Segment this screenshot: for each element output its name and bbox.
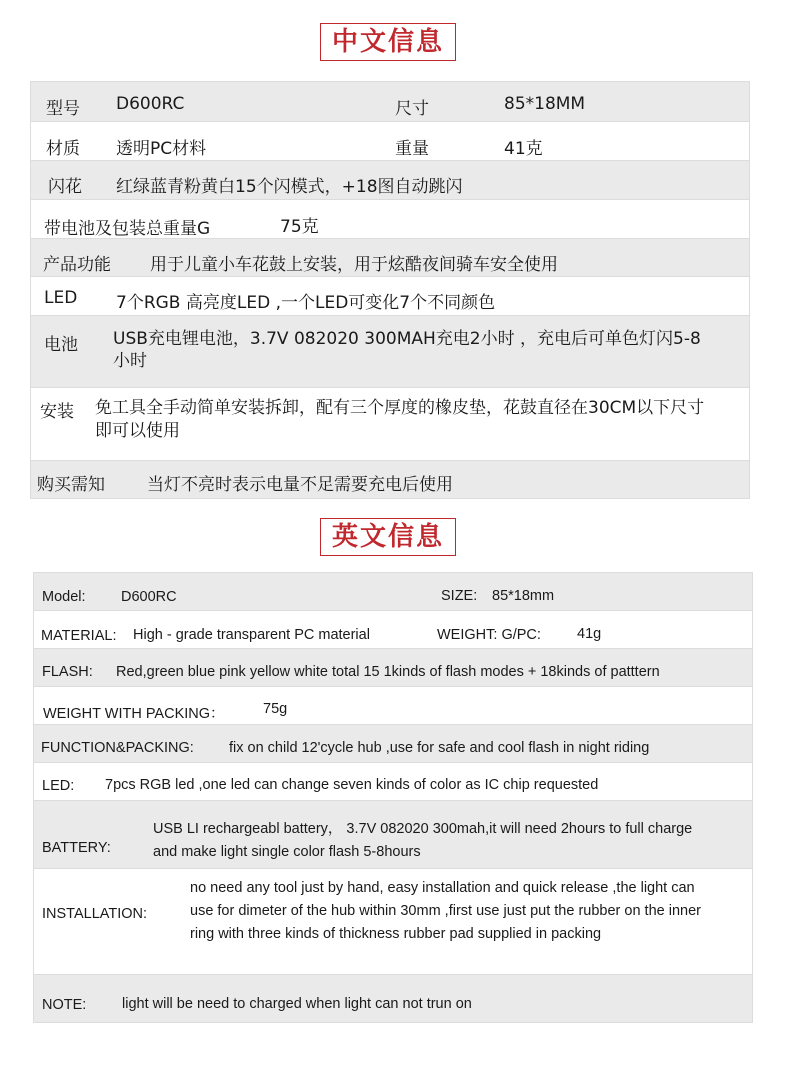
chinese-spec-table — [30, 81, 750, 499]
led-label: LED: — [42, 778, 75, 794]
material-label: 材质 — [46, 139, 80, 159]
english-section-title: 英文信息 — [320, 518, 456, 556]
table-row — [31, 388, 749, 461]
size-label: 尺寸 — [395, 99, 429, 119]
notice-value: 当灯不亮时表示电量不足需要充电后使用 — [147, 475, 453, 495]
flash-value: 红绿蓝青粉黄白15个闪模式，+18图自动跳闪 — [116, 177, 463, 197]
weight-value: 41g — [577, 626, 602, 642]
material-label: MATERIAL: — [41, 628, 117, 644]
installation-label: INSTALLATION: — [42, 906, 148, 922]
table-row — [34, 869, 752, 975]
battery-value: USB LI rechargeabl battery， 3.7V 082020 300mah,it will need 2hours to full charge and make light single color flash 5-8hours — [153, 821, 693, 860]
function-label: FUNCTION&PACKING: — [41, 740, 194, 756]
table-row — [34, 763, 752, 801]
model-label: 型号 — [46, 99, 80, 119]
battery-label: BATTERY: — [42, 840, 111, 856]
table-row — [34, 611, 752, 649]
table-row — [34, 725, 752, 763]
led-value: 7pcs RGB led ,one led can change seven kinds of color as IC chip requested — [105, 777, 599, 793]
table-row — [34, 573, 752, 611]
installation-value: no need any tool just by hand, easy installation and quick release ,the light can use for dimeter of the hub within 30mm ,first use just put the rubber on the inner ring with three kinds of thickness rubber pad supplied in packing — [190, 880, 701, 942]
table-row — [31, 277, 749, 316]
function-label: 产品功能 — [43, 255, 111, 275]
flash-label: 闪花 — [48, 177, 82, 197]
english-spec-table — [33, 572, 753, 1023]
table-row — [31, 200, 749, 239]
install-value: 免工具全手动简单安装拆卸，配有三个厚度的橡皮垫，花鼓直径在30CM以下尺寸即可以使用 — [95, 398, 705, 441]
chinese-section-title: 中文信息 — [320, 23, 456, 61]
note-label: NOTE: — [42, 997, 87, 1013]
function-value: 用于儿童小车花鼓上安装，用于炫酷夜间骑车安全使用 — [150, 255, 558, 275]
table-row — [31, 461, 749, 499]
table-row — [34, 975, 752, 1023]
battery-label: 电池 — [44, 335, 78, 355]
model-label: Model: — [42, 589, 86, 605]
model-value: D600RC — [121, 589, 177, 605]
weight-label: 重量 — [395, 139, 429, 159]
total-weight-label: 带电池及包装总重量G — [44, 219, 211, 239]
table-row — [34, 687, 752, 725]
material-value: 透明PC材料 — [116, 139, 207, 159]
battery-value: USB充电锂电池，3.7V 082020 300MAH充电2小时 ，充电后可单色灯闪5-8小时 — [113, 329, 701, 371]
size-label: SIZE: — [441, 588, 478, 604]
material-value: High - grade transparent PC material — [133, 627, 370, 643]
flash-value: Red,green blue pink yellow white total 15 1kinds of flash modes + 18kinds of patttern — [116, 664, 660, 680]
table-row — [31, 161, 749, 200]
function-value: fix on child 12'cycle hub ,use for safe and cool flash in night riding — [229, 740, 650, 756]
led-label: LED — [44, 288, 78, 308]
weight-value: 41克 — [504, 139, 543, 159]
led-value: 7个RGB 高亮度LED ,一个LED可变化7个不同颜色 — [116, 293, 496, 313]
total-weight-value: 75克 — [280, 217, 319, 237]
install-label: 安装 — [40, 402, 74, 422]
weight-label: WEIGHT: G/PC: — [437, 627, 541, 643]
table-row — [34, 649, 752, 687]
note-value: light will be need to charged when light can not trun on — [122, 996, 472, 1012]
packing-weight-label: WEIGHT WITH PACKING： — [43, 706, 225, 722]
table-row — [31, 239, 749, 277]
table-row — [31, 122, 749, 161]
flash-label: FLASH: — [42, 664, 93, 680]
size-value: 85*18MM — [504, 94, 586, 114]
table-row — [34, 801, 752, 869]
notice-label: 购买需知 — [37, 475, 105, 495]
table-row — [31, 82, 749, 122]
packing-weight-value: 75g — [263, 701, 288, 717]
size-value: 85*18mm — [492, 588, 555, 604]
table-row — [31, 316, 749, 388]
model-value: D600RC — [116, 94, 185, 114]
